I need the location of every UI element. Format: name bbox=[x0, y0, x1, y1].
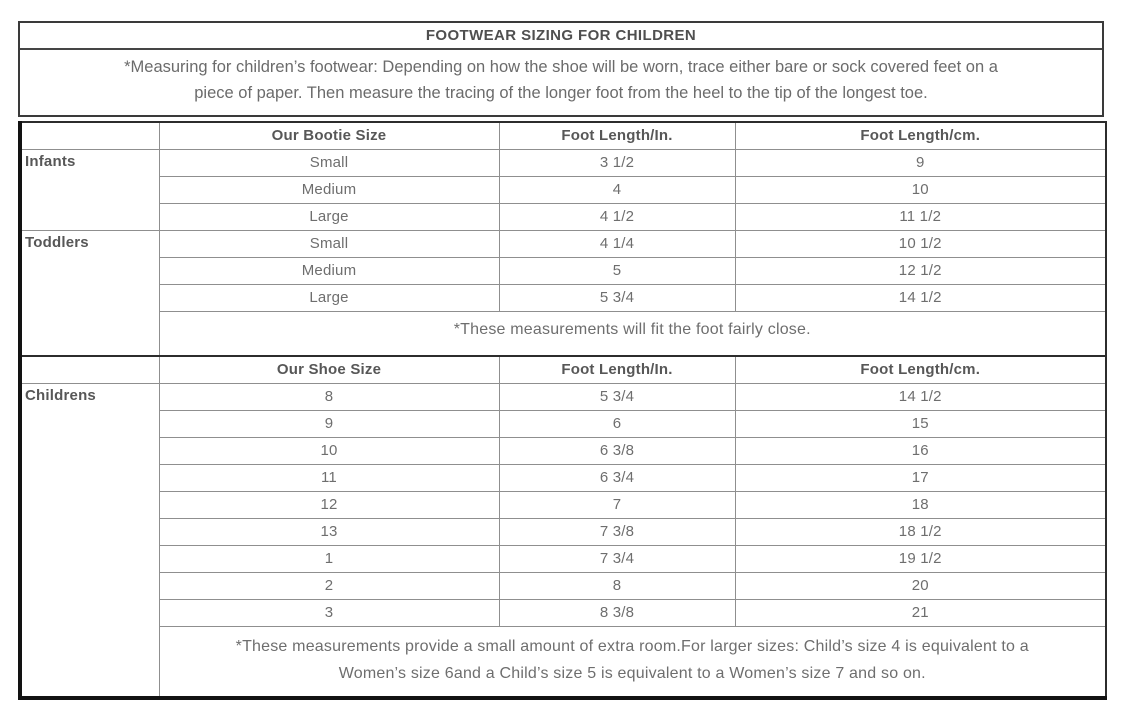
length-cm-cell: 14 1/2 bbox=[735, 383, 1106, 410]
column-header-shoe-size: Our Shoe Size bbox=[159, 356, 499, 383]
size-cell: Large bbox=[159, 284, 499, 311]
size-cell: 12 bbox=[159, 491, 499, 518]
size-cell: 11 bbox=[159, 464, 499, 491]
length-in-cell: 5 bbox=[499, 257, 735, 284]
corner-cell bbox=[20, 122, 159, 149]
size-cell: Medium bbox=[159, 176, 499, 203]
size-cell: 2 bbox=[159, 572, 499, 599]
table-row bbox=[20, 230, 1106, 257]
table-row bbox=[20, 284, 1106, 311]
length-in-cell: 4 1/4 bbox=[499, 230, 735, 257]
length-cm-cell: 21 bbox=[735, 599, 1106, 626]
measuring-note: *Measuring for children’s footwear: Depending on how the shoe will be worn, trace either bare or sock covered feet on a piece of paper. Then measure the tracing of the longer foot from the heel to the tip of the longest toe. bbox=[124, 58, 998, 102]
table-row bbox=[20, 572, 1106, 599]
length-in-cell: 6 3/8 bbox=[499, 437, 735, 464]
length-cm-cell: 18 bbox=[735, 491, 1106, 518]
length-in-cell: 8 3/8 bbox=[499, 599, 735, 626]
length-cm-cell: 12 1/2 bbox=[735, 257, 1106, 284]
length-cm-cell: 14 1/2 bbox=[735, 284, 1106, 311]
table-row bbox=[20, 410, 1106, 437]
row-group-label-childrens: Childrens bbox=[20, 383, 159, 698]
bootie-header-row bbox=[20, 122, 1106, 149]
size-cell: Small bbox=[159, 230, 499, 257]
table-row bbox=[20, 383, 1106, 410]
length-in-cell: 7 3/8 bbox=[499, 518, 735, 545]
length-in-cell: 3 1/2 bbox=[499, 149, 735, 176]
length-cm-cell: 17 bbox=[735, 464, 1106, 491]
row-group-label-toddlers: Toddlers bbox=[20, 230, 159, 356]
table-row bbox=[20, 437, 1106, 464]
shoe-note-row bbox=[20, 626, 1106, 698]
table-row bbox=[20, 518, 1106, 545]
size-cell: 8 bbox=[159, 383, 499, 410]
shoe-header-row bbox=[20, 356, 1106, 383]
size-cell: 3 bbox=[159, 599, 499, 626]
length-in-cell: 5 3/4 bbox=[499, 383, 735, 410]
table-row bbox=[20, 545, 1106, 572]
length-cm-cell: 19 1/2 bbox=[735, 545, 1106, 572]
column-header-length-in: Foot Length/In. bbox=[499, 122, 735, 149]
column-header-length-cm: Foot Length/cm. bbox=[735, 122, 1106, 149]
length-cm-cell: 20 bbox=[735, 572, 1106, 599]
table-row bbox=[20, 176, 1106, 203]
table-row bbox=[20, 203, 1106, 230]
table-row bbox=[20, 599, 1106, 626]
length-cm-cell: 10 bbox=[735, 176, 1106, 203]
size-cell: 10 bbox=[159, 437, 499, 464]
length-cm-cell: 10 1/2 bbox=[735, 230, 1106, 257]
size-cell: Large bbox=[159, 203, 499, 230]
length-cm-cell: 18 1/2 bbox=[735, 518, 1106, 545]
title-row bbox=[20, 23, 1102, 50]
size-cell: Small bbox=[159, 149, 499, 176]
size-cell: 13 bbox=[159, 518, 499, 545]
length-cm-cell: 11 1/2 bbox=[735, 203, 1106, 230]
size-cell: Medium bbox=[159, 257, 499, 284]
length-in-cell: 7 bbox=[499, 491, 735, 518]
table-row bbox=[20, 149, 1106, 176]
length-cm-cell: 15 bbox=[735, 410, 1106, 437]
header-box bbox=[18, 21, 1104, 117]
sizing-table bbox=[18, 121, 1107, 700]
row-group-label-infants: Infants bbox=[20, 149, 159, 230]
size-cell: 9 bbox=[159, 410, 499, 437]
column-header-bootie-size: Our Bootie Size bbox=[159, 122, 499, 149]
table-row bbox=[20, 464, 1106, 491]
corner-cell bbox=[20, 356, 159, 383]
bootie-note-row bbox=[20, 311, 1106, 356]
size-cell: 1 bbox=[159, 545, 499, 572]
column-header-length-cm: Foot Length/cm. bbox=[735, 356, 1106, 383]
length-cm-cell: 9 bbox=[735, 149, 1106, 176]
length-in-cell: 4 1/2 bbox=[499, 203, 735, 230]
length-in-cell: 6 3/4 bbox=[499, 464, 735, 491]
length-in-cell: 5 3/4 bbox=[499, 284, 735, 311]
shoe-note: *These measurements provide a small amount of extra room.For larger sizes: Child’s size 4 is equivalent to a Women’s size 6and a Child’s size 5 is equivalent to a Women’s size 7 and so on. bbox=[159, 626, 1106, 698]
length-in-cell: 6 bbox=[499, 410, 735, 437]
table-row bbox=[20, 491, 1106, 518]
length-in-cell: 4 bbox=[499, 176, 735, 203]
column-header-length-in: Foot Length/In. bbox=[499, 356, 735, 383]
bootie-note: *These measurements will fit the foot fairly close. bbox=[159, 311, 1106, 356]
length-in-cell: 8 bbox=[499, 572, 735, 599]
length-in-cell: 7 3/4 bbox=[499, 545, 735, 572]
page-title: FOOTWEAR SIZING FOR CHILDREN bbox=[425, 27, 697, 44]
table-row bbox=[20, 257, 1106, 284]
length-cm-cell: 16 bbox=[735, 437, 1106, 464]
